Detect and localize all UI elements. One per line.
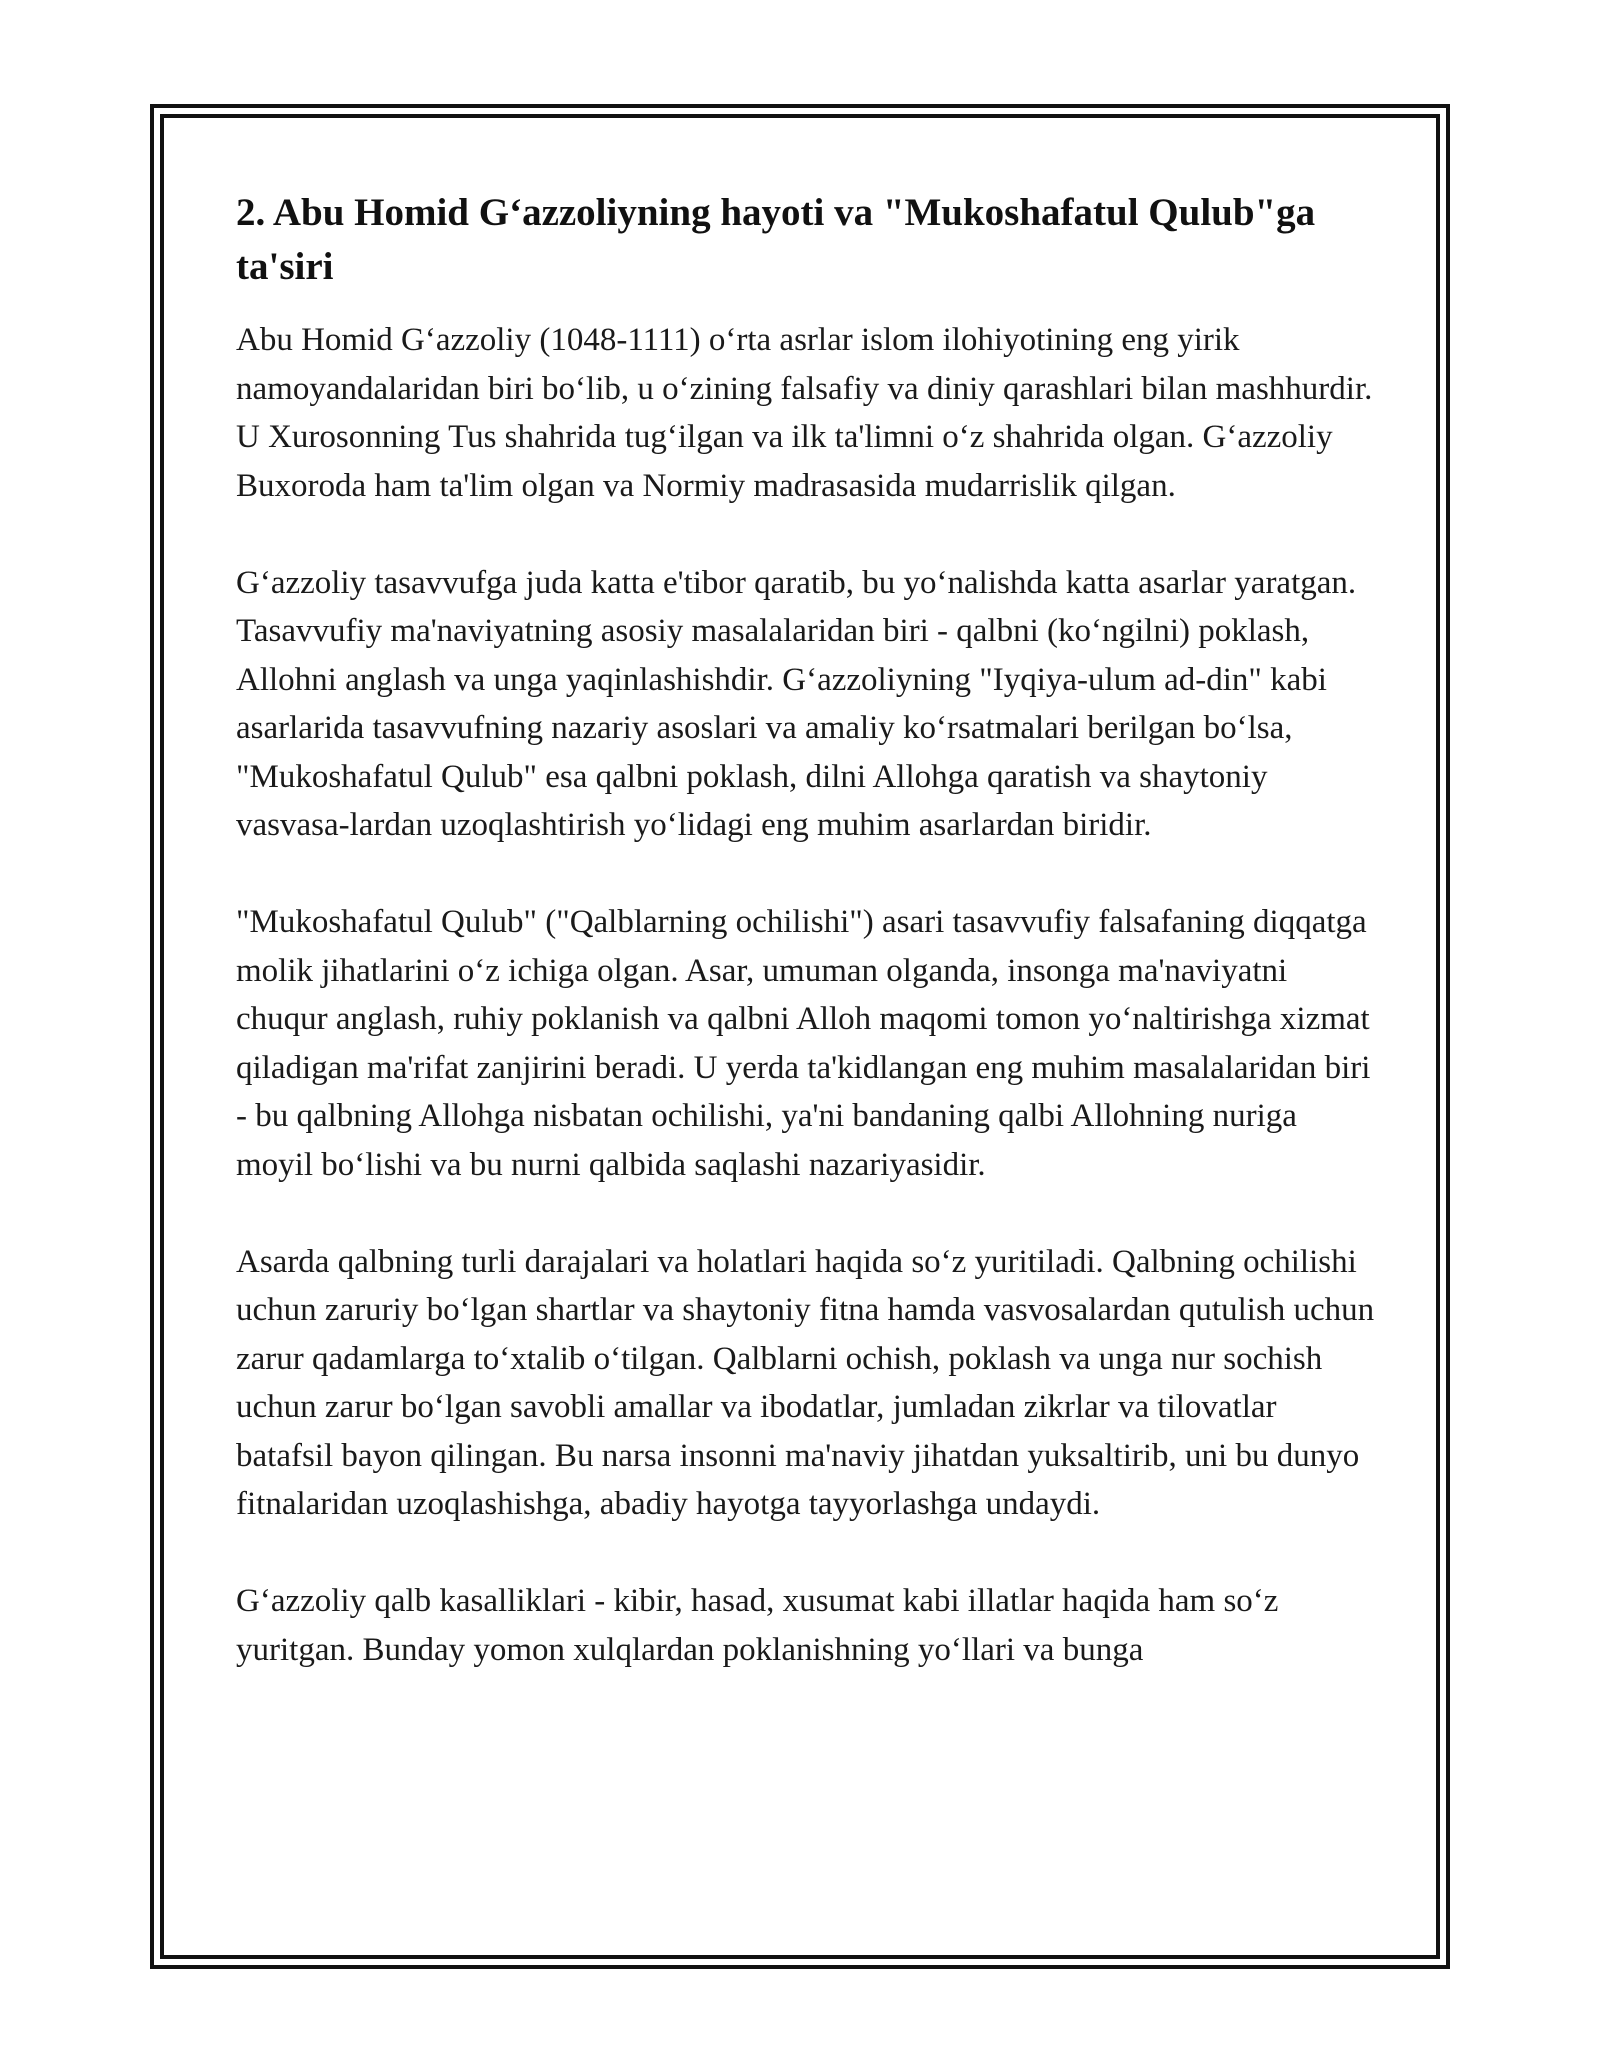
paragraph-2: G‘azzoliy tasavvufga juda katta e'tibor qaratib, bu yo‘nalishda katta asarlar yaratgan. Tasavvufiy ma'naviyatning asosiy masalalaridan biri - qalbni (ko‘ngilni) poklash, Allohni anglash va unga yaqinlashishdir. G‘azzoliyning "Iyqiya-ulum ad-din" kabi asarlarida tasavvufning nazariy asoslari va amaliy ko‘rsatmalari berilgan bo‘lsa, "Mukoshafatul Qulub" esa qalbni poklash, dilni Allohga qaratish va shaytoniy vasvasa-lardan uzoqlashtirish yo‘lidagi eng muhim asarlardan biridir. xyxy=(236,564,1357,843)
paragraph-5: G‘azzoliy qalb kasalliklari - kibir, hasad, xusumat kabi illatlar haqida ham so‘z yuritgan. Bunday yomon xulqlardan poklanishning yo‘llari va bunga xyxy=(236,1583,1279,1668)
paragraph-4: Asarda qalbning turli darajalari va holatlari haqida so‘z yuritiladi. Qalbning ochilishi uchun zaruriy bo‘lgan shartlar va shaytoniy fitna hamda vasvosalardan qutulish uchun zarur qadamlarga to‘xtalib o‘tilgan. Qalblarni ochish, poklash va unga nur sochish uchun zarur bo‘lgan savobli amallar va ibodatlar, jumladan zikrlar va tilovatlar batafsil bayon qilingan. Bu narsa insonni ma'naviy jihatdan yuksaltirib, uni bu dunyo fitnalaridan uzoqlashishga, abadiy hayotga tayyorlashga undaydi. xyxy=(236,1243,1375,1522)
paragraph-1: Abu Homid G‘azzoliy (1048-1111) o‘rta asrlar islom ilohiyotining eng yirik namoyandalaridan biri bo‘lib, u o‘zining falsafiy va diniy qarashlari bilan mashhurdir. U Xurosonning Tus shahrida tug‘ilgan va ilk ta'limni o‘z shahrida olgan. G‘azzoliy Buxoroda ham ta'lim olgan va Normiy madrasasida mudarrislik qilgan. xyxy=(236,322,1373,504)
document-body xyxy=(236,186,1376,1674)
paragraph-3: "Mukoshafatul Qulub" ("Qalblarning ochilishi") asari tasavvufiy falsafaning diqqatga molik jihatlarini o‘z ichiga olgan. Asar, umuman olganda, insonga ma'naviyatni chuqur anglash, ruhiy poklanish va qalbni Alloh maqomi tomon yo‘naltirishga xizmat qiladigan ma'rifat zanjirini beradi. U yerda ta'kidlangan eng muhim masalalaridan biri - bu qalbning Allohga nisbatan ochilishi, ya'ni bandaning qalbi Allohning nuriga moyil bo‘lishi va bu nurni qalbida saqlashi nazariyasidir. xyxy=(236,904,1371,1183)
section-heading: 2. Abu Homid G‘azzoliyning hayoti va "Mukoshafatul Qulub"ga ta'siri xyxy=(236,191,1316,288)
